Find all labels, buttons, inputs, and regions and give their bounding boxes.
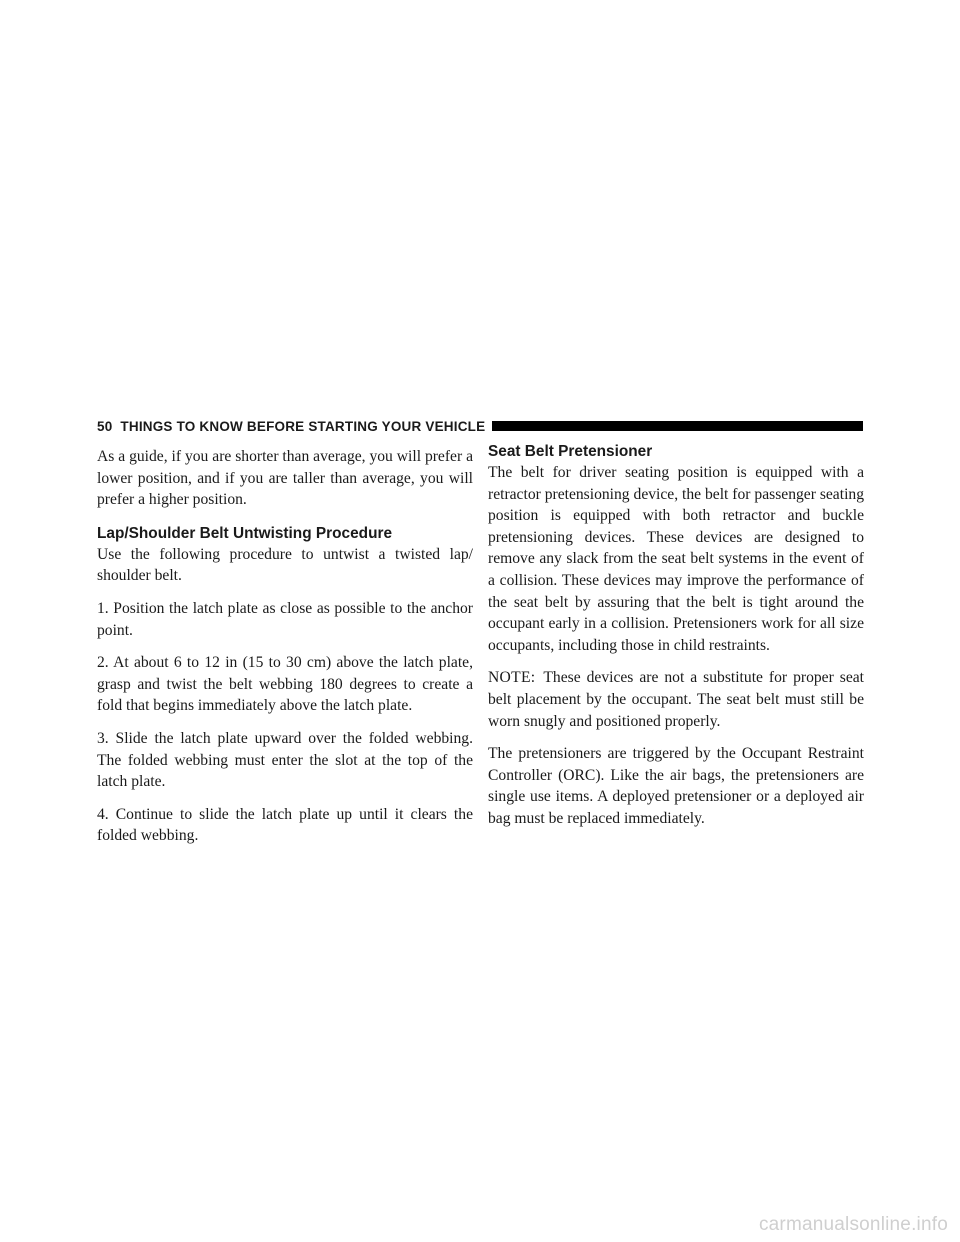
step-2: 2. At about 6 to 12 in (15 to 30 cm) above the latch plate, grasp and twist the belt webbing 180 degrees to create a fold that begins immediately above the latch plate.	[97, 654, 473, 715]
watermark: carmanualsonline.info	[758, 1214, 948, 1235]
step-3: 3. Slide the latch plate upward over the folded webbing. The folded webbing must enter the slot at the top of the latch plate.	[97, 729, 473, 791]
pretensioner-heading: Seat Belt Pretensioner	[488, 443, 653, 460]
intro-paragraph: As a guide, if you are shorter than average, you will prefer a lower position, and if you are taller than average, you will prefer a higher position.	[97, 448, 473, 509]
untwisting-lead: Use the following procedure to untwist a twisted lap/ shoulder belt.	[97, 545, 473, 585]
orc-paragraph: The pretensioners are triggered by the Occupant Restraint Controller (ORC). Like the air bags, the pretensioners are single use items. A deployed pretensioner or a deployed air bag must be replaced immediately.	[488, 745, 864, 827]
untwisting-heading: Lap/Shoulder Belt Untwisting Procedure	[97, 524, 393, 542]
step-1: 1. Position the latch plate as close as possible to the anchor point.	[97, 599, 473, 639]
page-header	[97, 418, 863, 434]
page-number: 50	[97, 418, 113, 434]
left-column	[97, 446, 473, 858]
note-text: These devices are not a substitute for proper seat belt placement by the occupant. The seat belt must still be worn snugly and positioned properly.	[488, 669, 864, 730]
header-rule	[492, 421, 863, 431]
note-paragraph	[488, 667, 864, 732]
pretensioner-paragraph: The belt for driver seating position is equipped with a retractor pretensioning device, the belt for passenger seating position is equipped with both retractor and buckle pretensioning devices. These devices are designed to remove any slack from the seat belt systems in the event of a collision. These devices may improve the performance of the seat belt by assuring that the belt is tight around the occupant early in a collision. Pretensioners work for all size occupants, including those in child restraints.	[488, 464, 864, 654]
right-column	[488, 442, 864, 841]
step-4: 4. Continue to slide the latch plate up until it clears the folded webbing.	[97, 805, 473, 845]
section-title: THINGS TO KNOW BEFORE STARTING YOUR VEHICLE	[120, 418, 486, 434]
note-label: NOTE:	[488, 669, 536, 687]
